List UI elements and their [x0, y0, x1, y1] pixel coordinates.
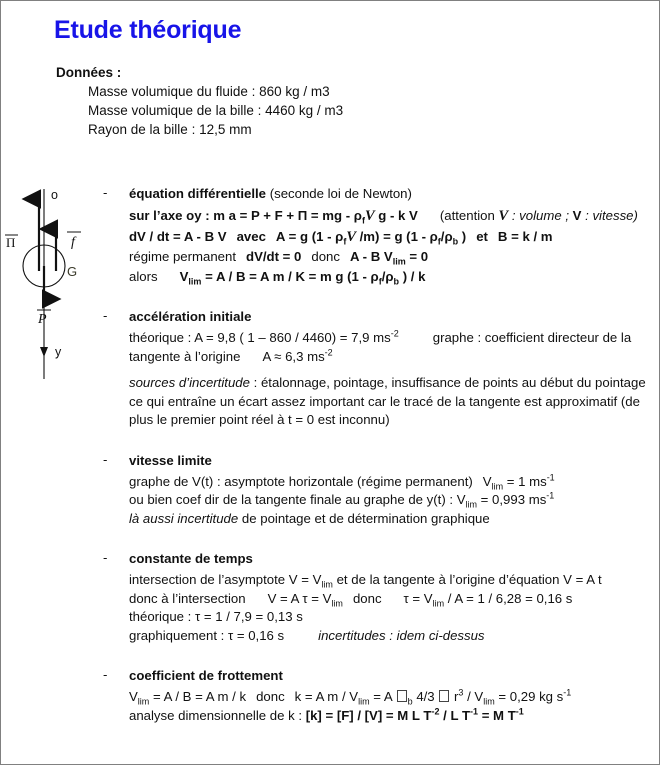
eqdiff-l3-d: A - B V: [349, 249, 393, 264]
bullet-dash: -: [103, 185, 108, 200]
accel-l1-a: théorique : A = 9,8 ( 1 – 860 / 4460) = 7,9 ms: [129, 330, 391, 345]
eqdiff-line-2: [129, 227, 653, 248]
eqdiff-l1-volume-symbol: V: [364, 208, 375, 224]
coef-l1-tofu-sub: b: [407, 696, 413, 707]
accel-l2-b: A ≈ 6,3 ms: [262, 348, 325, 364]
vlim-l2-sup: -1: [546, 490, 555, 501]
section-lines: [129, 571, 653, 645]
coef-l2-a: analyse dimensionnelle de k :: [129, 707, 306, 723]
coef-l1-b: = A / B = A m / k: [149, 689, 247, 704]
donnees-item-fluid-density: Masse volumique du fluide : 860 kg / m3: [88, 84, 330, 99]
eqdiff-l4-d: /ρ: [381, 268, 394, 284]
accel-line-1: [129, 329, 653, 348]
vlim-line-2: [129, 491, 653, 510]
section-heading: accélération initiale: [129, 309, 252, 324]
section-heading: constante de temps: [129, 551, 253, 566]
coef-l1-e: = A: [369, 689, 392, 704]
coef-l1-c: donc: [256, 689, 285, 704]
spacer: [101, 432, 653, 452]
eqdiff-l3-c: donc: [311, 249, 340, 264]
tau-l2-sub: lim: [331, 598, 343, 609]
vlim-line-3: [129, 510, 653, 529]
eqdiff-l2-et: et: [476, 228, 488, 244]
vlim-l2-a: ou bien coef dir de la tangente finale au graphe de y(t) : V: [129, 492, 466, 507]
accel-l1-b: graphe : coefficient directeur de la: [432, 330, 632, 345]
coef-l1-sub3: lim: [483, 696, 495, 707]
vlim-l3-italic: là aussi incertitude: [129, 510, 239, 526]
eqdiff-l2-f: ): [458, 228, 467, 244]
eqdiff-l1-note-volume: V: [498, 208, 509, 224]
eqdiff-l4-e: ) / k: [399, 268, 426, 284]
oy-axis-arrowhead: [40, 347, 48, 357]
section-heading-suffix: (seconde loi de Newton): [269, 186, 412, 201]
coef-l1-f: 4/3: [416, 689, 435, 704]
eqdiff-l2-sub2: f: [437, 236, 441, 247]
section-heading: coefficient de frottement: [129, 668, 283, 683]
tau-l2-c: donc: [352, 590, 382, 606]
eqdiff-l1-sub: f: [361, 215, 365, 226]
coef-l1-g: r: [454, 689, 459, 704]
eqdiff-l2-sub1: f: [343, 236, 347, 247]
eqdiff-l4-sub: lim: [188, 276, 202, 287]
eqdiff-l2-avec: avec: [236, 228, 266, 244]
coef-l1-sub: lim: [137, 696, 150, 707]
coef-l1-i: = 0,29 kg s: [494, 689, 564, 704]
donnees-heading: Données :: [56, 65, 122, 80]
accel-l1-sup: -2: [390, 328, 399, 339]
vlim-l1-c: = 1 ms: [503, 473, 547, 489]
donnees-item-ball-radius: Rayon de la bille : 12,5 mm: [88, 122, 252, 137]
section-lines: [129, 688, 653, 725]
accel-uncert-rest: : étalonnage, pointage, insuffisance de points au début du pointage ce qui entraîne un écart assez important car le tracé de la tangente est approximatif (de plus le premier point réel à t = 0 est inconnu): [129, 375, 646, 427]
bullet-dash: -: [103, 451, 108, 467]
coef-l2-sup1: -2: [431, 706, 440, 717]
coef-line-2: [129, 707, 653, 726]
tau-l2-a: donc à l’intersection: [129, 590, 246, 606]
section-heading: [129, 185, 653, 203]
vlim-l1-sup: -1: [546, 472, 555, 483]
coef-l1-h: / V: [463, 689, 484, 704]
eqdiff-l1-note-b: : volume ;: [508, 208, 573, 223]
accel-uncertainty-paragraph: [129, 374, 653, 430]
coef-l1-sup2: -1: [563, 687, 572, 698]
tau-line-2: [129, 590, 653, 609]
tau-l1-sub: lim: [321, 579, 333, 590]
page-title: Etude théorique: [54, 16, 242, 44]
coef-l2-sup2: -1: [470, 706, 479, 717]
vlim-l3-rest: de pointage et de détermination graphique: [238, 510, 490, 526]
eqdiff-l4-sub2: f: [378, 276, 382, 287]
section-heading-text: équation différentielle: [129, 186, 267, 201]
force-diagram-svg: [1, 181, 111, 381]
eqdiff-l2-sub3: b: [452, 236, 459, 247]
eqdiff-l1-d: g - k V: [374, 208, 418, 223]
eqdiff-l1-note-vitesse: V: [572, 208, 582, 223]
eqdiff-l3-e: = 0: [405, 249, 429, 264]
section-vitesse-limite: [101, 452, 653, 529]
vlim-l1-sub: lim: [491, 481, 504, 492]
coef-l1-d: k = A m / V: [294, 689, 359, 704]
missing-glyph-pi-box: [439, 690, 449, 702]
spacer: [101, 530, 653, 550]
center-of-mass-label: G: [67, 264, 78, 279]
svg-text:Π: Π: [6, 235, 16, 250]
donnees-item-ball-density: Masse volumique de la bille : 4460 kg / m3: [88, 103, 344, 118]
tau-line-1: [129, 571, 653, 590]
coef-l1-sup: 3: [458, 687, 464, 698]
coef-l2-sup3: -1: [515, 706, 524, 717]
coef-line-1: [129, 688, 653, 707]
tau-l2-e: / A = 1 / 6,28 = 0,16 s: [444, 590, 573, 606]
vlim-line-1: [129, 473, 653, 492]
eqdiff-l3-b: dV/dt = 0: [246, 249, 302, 264]
eqdiff-l2-b: A = g (1 - ρ: [275, 228, 344, 244]
eqdiff-l2-volume: V: [346, 228, 356, 245]
axis-bottom-label: y: [55, 345, 62, 359]
section-lines: [129, 473, 653, 529]
section-constante-de-temps: [101, 550, 653, 645]
buoyancy-vector-label: [5, 235, 18, 250]
eqdiff-l2-g: B = k / m: [497, 228, 553, 244]
tau-l2-b: V = A τ = V: [267, 590, 332, 606]
tau-l4-italic: incertitudes : idem ci-dessus: [318, 627, 485, 643]
eqdiff-l1-note-c: : vitesse): [581, 208, 638, 223]
spacer: [101, 288, 653, 308]
accel-line-2: [129, 348, 653, 367]
eqdiff-l3-sub: lim: [392, 256, 406, 267]
tau-l2-d: τ = V: [403, 590, 433, 606]
coef-l2-c: / L T: [439, 707, 471, 723]
missing-glyph-rho-box: [397, 690, 407, 702]
tau-l1-a: intersection de l’asymptote V = V: [129, 572, 322, 587]
eqdiff-l2-e: /ρ: [440, 228, 453, 244]
axis-top-label: o: [51, 188, 58, 202]
eqdiff-l3-a: régime permanent: [129, 249, 237, 264]
section-coefficient-de-frottement: [101, 667, 653, 725]
vlim-l1-a: graphe de V(t) : asymptote horizontale (régime permanent): [129, 473, 473, 489]
section-acceleration-initiale: [101, 308, 653, 430]
eqdiff-line-3: [129, 247, 653, 267]
bullet-dash: -: [103, 550, 108, 565]
eqdiff-l1-note-a: (attention: [439, 208, 499, 223]
bullet-dash: -: [103, 667, 108, 682]
coef-l2-d: = M T: [478, 707, 516, 723]
vlim-l2-b: = 0,993 ms: [477, 492, 547, 507]
accel-uncert-italic: sources d’incertitude: [129, 375, 250, 390]
svg-text:P: P: [38, 312, 47, 327]
coef-l1-a: V: [129, 689, 138, 704]
spacer: [129, 366, 653, 374]
coef-l1-sub2: lim: [358, 696, 370, 707]
section-heading: vitesse limite: [129, 452, 212, 468]
eqdiff-l4-c: = A / B = A m / K = m g (1 - ρ: [201, 268, 379, 284]
accel-l2-sup: -2: [324, 347, 333, 358]
vlim-l1-b: V: [482, 473, 492, 489]
eqdiff-l4-b: V: [179, 268, 189, 284]
section-equation-differentielle: [101, 185, 653, 286]
eqdiff-line-1: [129, 206, 653, 227]
tau-l1-b: et de la tangente à l’origine d’équation V = A t: [332, 572, 602, 587]
body-content: [101, 185, 653, 727]
eqdiff-line-4: [129, 267, 653, 287]
spacer: [101, 647, 653, 667]
tau-l2-sub2: lim: [432, 598, 445, 609]
friction-vector-label: [67, 232, 81, 250]
tau-line-3: théorique : τ = 1 / 7,9 = 0,13 s: [129, 609, 303, 624]
bullet-dash: -: [103, 308, 108, 323]
vlim-l2-sub: lim: [465, 499, 478, 510]
eqdiff-l2-d: /m) = g (1 - ρ: [355, 228, 438, 244]
eqdiff-l4-a: alors: [129, 268, 158, 284]
donnees-block: [56, 63, 343, 139]
svg-text:f: f: [71, 235, 75, 250]
weight-vector-label: [37, 310, 51, 327]
section-lines: [129, 329, 653, 430]
tau-line-4: [129, 627, 653, 646]
accel-l2-a: tangente à l’origine: [129, 348, 241, 364]
section-lines: [129, 206, 653, 286]
coef-l2-b: [k] = [F] / [V] = M L T: [305, 707, 432, 723]
eqdiff-l4-sub3: b: [393, 276, 400, 287]
tau-l4-a: graphiquement : τ = 0,16 s: [129, 627, 285, 643]
eqdiff-l2-a: dV / dt = A - B V: [129, 228, 227, 244]
eqdiff-l1-a: sur l’axe oy : m a = P + F + Π = mg - ρ: [129, 208, 362, 223]
force-diagram: [1, 181, 111, 381]
